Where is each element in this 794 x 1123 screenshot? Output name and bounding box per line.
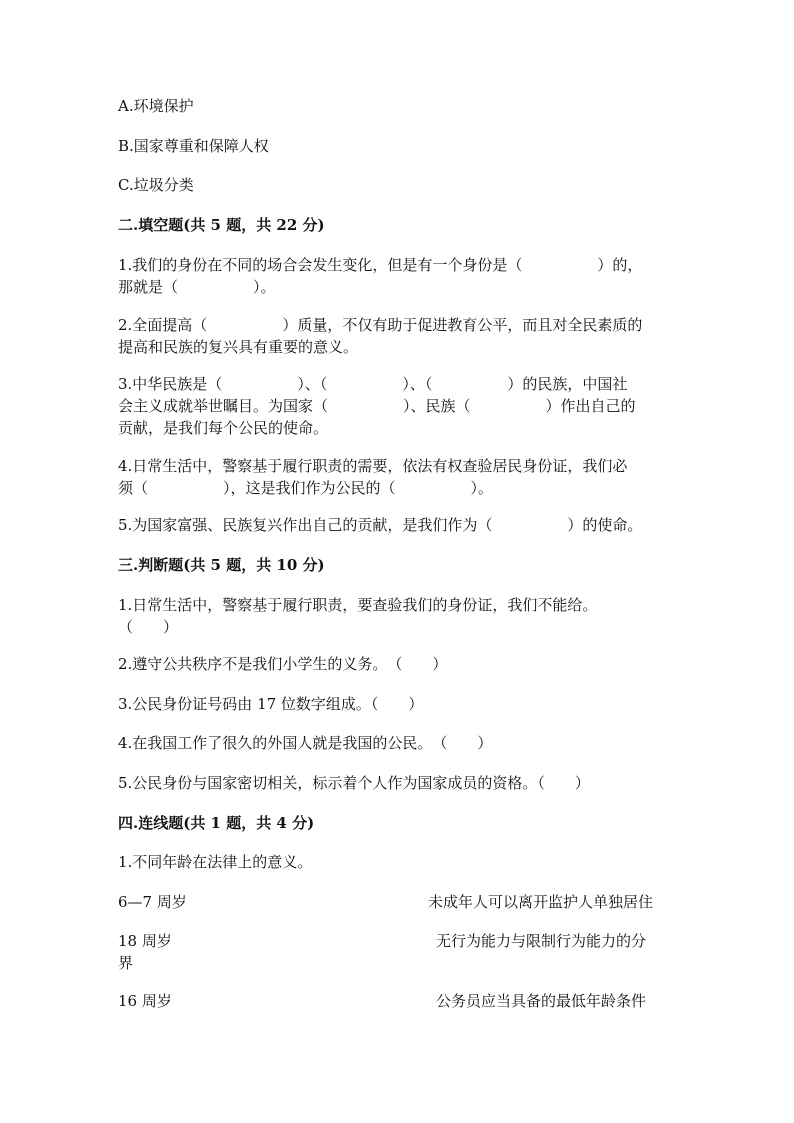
match-question-1: 1.不同年龄在法律上的意义。 (118, 853, 313, 871)
judge-question-1: 1.日常生活中，警察基于履行职责，要查验我们的身份证，我们不能给。 （ ） (118, 596, 598, 636)
match-left-item: 16 周岁 (118, 992, 172, 1010)
judge-section-heading: 三.判断题(共 5 题，共 10 分) (118, 556, 325, 574)
match-section-heading: 四.连线题(共 1 题，共 4 分) (118, 814, 315, 832)
option-b: B.国家尊重和保障人权 (118, 137, 269, 155)
match-right-item: 未成年人可以离开监护人单独居住 (428, 893, 654, 911)
match-right-item: 无行为能力与限制行为能力的分 (436, 932, 647, 950)
match-left-item: 18 周岁 (118, 932, 172, 950)
judge-question-3: 3.公民身份证号码由 17 位数字组成。（ ） (118, 695, 424, 713)
fill-question-5: 5.为国家富强、民族复兴作出自己的贡献，是我们作为（ ）的使命。 (118, 516, 643, 534)
fill-question-2: 2.全面提高（ ）质量，不仅有助于促进教育公平，而且对全民素质的 提高和民族的复兴具有重要的意义。 (118, 316, 643, 356)
fill-question-4: 4.日常生活中，警察基于履行职责的需要，依法有权查验居民身份证，我们必 须（ ），这是我们作为公民的（ ）。 (118, 457, 628, 497)
match-right-item: 公务员应当具备的最低年龄条件 (436, 992, 647, 1010)
option-a: A.环境保护 (118, 97, 194, 115)
option-c: C.垃圾分类 (118, 176, 194, 194)
judge-question-4: 4.在我国工作了很久的外国人就是我国的公民。 （ ） (118, 734, 493, 752)
fill-section-heading: 二.填空题(共 5 题，共 22 分) (118, 216, 325, 234)
fill-question-3: 3.中华民族是（ ）、（ ）、（ ）的民族，中国社 会主义成就举世瞩目。为国家（ ）、民族（ ）作出自己的 贡献，是我们每个公民的使命。 (118, 375, 636, 437)
judge-question-5: 5.公民身份与国家密切相关，标示着个人作为国家成员的资格。（ ） (118, 774, 590, 792)
match-left-item: 6—7 周岁 (118, 893, 187, 911)
fill-question-1: 1.我们的身份在不同的场合会发生变化，但是有一个身份是（ ）的， 那就是（ ）。 (118, 256, 643, 296)
match-right-item-wrap: 界 (118, 954, 134, 972)
judge-question-2: 2.遵守公共秩序不是我们小学生的义务。 （ ） (118, 655, 448, 673)
